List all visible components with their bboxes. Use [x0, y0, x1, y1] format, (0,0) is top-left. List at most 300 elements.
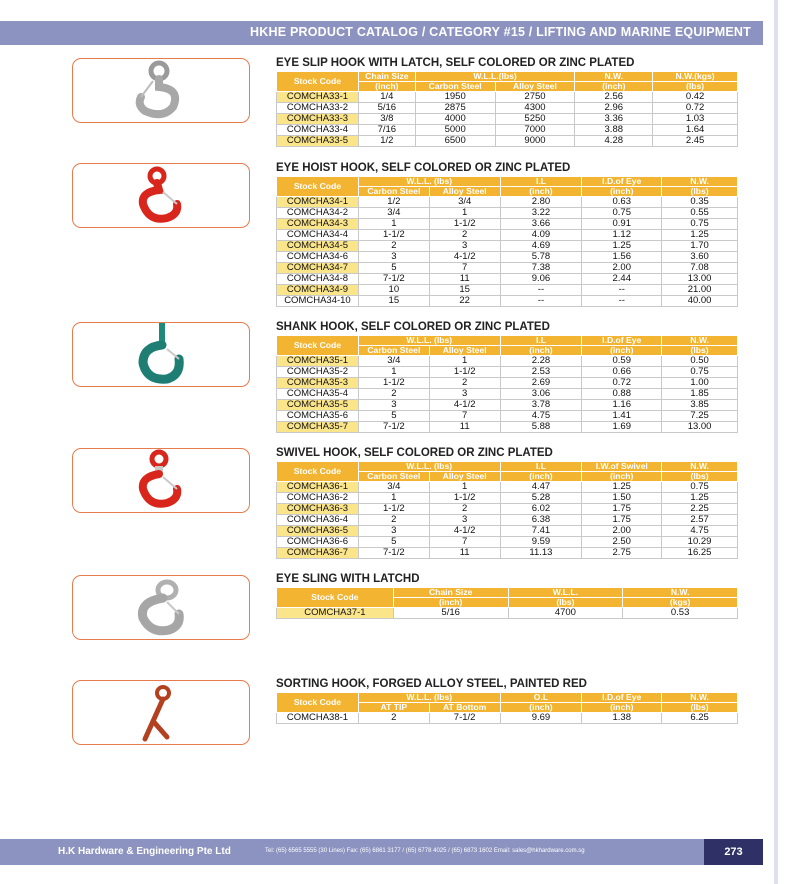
table-row	[277, 400, 738, 411]
table-cell: 2.80	[500, 197, 582, 208]
table-cell: 2	[358, 241, 429, 252]
table-row	[277, 526, 738, 537]
table-cell: 4.28	[575, 136, 653, 147]
header-carbon-steel: Carbon Steel	[358, 187, 429, 197]
table-row	[277, 378, 738, 389]
footer-contact: Tel: (65) 6565 5555 (30 Lines) Fax: (65) 6861 3177 / (65) 6778 4025 / (65) 6873 1602 Email: sales@hkhardware.com.sg	[265, 848, 585, 854]
table-row	[277, 367, 738, 378]
table-cell: 7.38	[500, 263, 582, 274]
shank-hook-image	[72, 322, 250, 387]
table-cell: 5	[358, 263, 429, 274]
stock-code-cell: COMCHA35-4	[277, 389, 359, 400]
header-stock-code: Stock Code	[277, 336, 359, 356]
table-cell: 7-1/2	[358, 422, 429, 433]
table-cell: 1.75	[582, 515, 662, 526]
table-cell: 3/4	[358, 482, 429, 493]
table-cell: 10.29	[662, 537, 738, 548]
table-cell: 4.47	[500, 482, 582, 493]
eye-hoist-hook-icon	[123, 164, 203, 227]
table-cell: 7-1/2	[358, 274, 429, 285]
table-cell: 5.88	[500, 422, 582, 433]
stock-code-cell: COMCHA36-3	[277, 504, 359, 515]
table-cell: 0.75	[662, 482, 738, 493]
section-title: EYE SLING WITH LATCHD	[276, 573, 420, 585]
stock-code-cell: COMCHA36-5	[277, 526, 359, 537]
table-cell: 3.60	[662, 252, 738, 263]
section-title: EYE HOIST HOOK, SELF COLORED OR ZINC PLATED	[276, 162, 571, 174]
section-shank-hook	[276, 321, 738, 433]
spec-table	[276, 176, 738, 307]
table-cell: 1.25	[582, 482, 662, 493]
header-unit: (inch)	[575, 82, 653, 92]
table-row	[277, 274, 738, 285]
stock-code-cell: COMCHA34-8	[277, 274, 359, 285]
table-row	[277, 504, 738, 515]
table-cell: 3	[429, 515, 500, 526]
table-cell: 1	[429, 356, 500, 367]
table-cell: 1.12	[582, 230, 662, 241]
table-cell: 5	[358, 537, 429, 548]
table-cell: 2.50	[582, 537, 662, 548]
header-il: I.L	[500, 462, 582, 472]
table-cell: 7.25	[662, 411, 738, 422]
stock-code-cell: COMCHA34-9	[277, 285, 359, 296]
header-unit: (inch)	[500, 472, 582, 482]
table-cell: 2.28	[500, 356, 582, 367]
table-cell: 3.85	[662, 400, 738, 411]
stock-code-cell: COMCHA33-4	[277, 125, 359, 136]
header-ol: O.L	[500, 693, 582, 703]
table-cell: 1	[358, 219, 429, 230]
table-cell: 9.59	[500, 537, 582, 548]
table-cell: 2.44	[582, 274, 662, 285]
table-cell: 0.72	[653, 103, 738, 114]
table-cell: 6.02	[500, 504, 582, 515]
table-cell: 2.75	[582, 548, 662, 559]
table-cell: 1.85	[662, 389, 738, 400]
table-cell: 3.66	[500, 219, 582, 230]
table-row	[277, 411, 738, 422]
table-cell: 9000	[495, 136, 575, 147]
table-row	[277, 252, 738, 263]
table-cell: 1.25	[662, 493, 738, 504]
table-cell: 1-1/2	[429, 367, 500, 378]
header-iw-swivel: I.W.of Swivel	[582, 462, 662, 472]
table-cell: 3	[429, 241, 500, 252]
header-nw: N.W.	[623, 588, 738, 598]
stock-code-cell: COMCHA35-6	[277, 411, 359, 422]
table-cell: 2.25	[662, 504, 738, 515]
table-cell: 1	[429, 208, 500, 219]
stock-code-cell: COMCHA36-1	[277, 482, 359, 493]
table-cell: 5250	[495, 114, 575, 125]
table-cell: 5000	[415, 125, 495, 136]
catalog-title: HKHE PRODUCT CATALOG / CATEGORY #15 / LIFTING AND MARINE EQUIPMENT	[250, 25, 751, 39]
stock-code-cell: COMCHA34-5	[277, 241, 359, 252]
table-cell: 13.00	[662, 274, 738, 285]
stock-code-cell: COMCHA34-2	[277, 208, 359, 219]
table-cell: 0.55	[662, 208, 738, 219]
header-id-eye: I.D.of Eye	[582, 177, 662, 187]
table-cell: 2.53	[500, 367, 582, 378]
table-cell: 2.45	[653, 136, 738, 147]
header-at-tip: AT TIP	[358, 703, 429, 713]
table-cell: 1.25	[662, 230, 738, 241]
table-cell: 7	[429, 411, 500, 422]
stock-code-cell: COMCHA35-1	[277, 356, 359, 367]
table-cell: 1-1/2	[358, 504, 429, 515]
table-cell: 7.41	[500, 526, 582, 537]
stock-code-cell: COMCHA33-1	[277, 92, 359, 103]
stock-code-cell: COMCHA34-6	[277, 252, 359, 263]
table-cell: 7	[429, 263, 500, 274]
table-cell: 0.75	[662, 219, 738, 230]
table-cell: 0.59	[582, 356, 662, 367]
table-cell: 2	[429, 230, 500, 241]
table-cell: 1-1/2	[358, 378, 429, 389]
header-chain-size: Chain Size	[393, 588, 508, 598]
sorting-hook-icon	[123, 681, 203, 744]
table-cell: 0.42	[653, 92, 738, 103]
spec-table	[276, 335, 738, 433]
table-cell: 2	[358, 713, 429, 724]
header-nw: N.W.	[575, 72, 653, 82]
table-row	[277, 356, 738, 367]
table-cell: 1/2	[358, 136, 415, 147]
header-nw: N.W.	[662, 693, 738, 703]
header-il: I.L	[500, 177, 582, 187]
table-cell: 3/4	[358, 356, 429, 367]
header-carbon-steel: Carbon Steel	[358, 346, 429, 356]
table-cell: 5/16	[393, 608, 508, 619]
table-cell: 3.06	[500, 389, 582, 400]
header-nw: N.W.	[662, 177, 738, 187]
header-unit: (lbs)	[662, 703, 738, 713]
table-row	[277, 125, 738, 136]
table-row	[277, 515, 738, 526]
header-unit: (inch)	[582, 187, 662, 197]
table-cell: 0.53	[623, 608, 738, 619]
table-row	[277, 608, 738, 619]
table-row	[277, 230, 738, 241]
eye-hoist-hook-image	[72, 163, 250, 228]
table-row	[277, 548, 738, 559]
table-cell: 1.64	[653, 125, 738, 136]
section-title: EYE SLIP HOOK WITH LATCH, SELF COLORED OR ZINC PLATED	[276, 57, 635, 69]
stock-code-cell: COMCHA34-4	[277, 230, 359, 241]
table-cell: 1.41	[582, 411, 662, 422]
table-cell: --	[500, 296, 582, 307]
stock-code-cell: COMCHA35-5	[277, 400, 359, 411]
table-cell: 11	[429, 422, 500, 433]
header-unit: (lbs)	[653, 82, 738, 92]
header-id-eye: I.D.of Eye	[582, 693, 662, 703]
table-cell: 7/16	[358, 125, 415, 136]
table-cell: 1/4	[358, 92, 415, 103]
table-row	[277, 285, 738, 296]
table-cell: 4-1/2	[429, 526, 500, 537]
table-cell: 0.66	[582, 367, 662, 378]
table-cell: 11	[429, 274, 500, 285]
table-cell: 1.56	[582, 252, 662, 263]
swivel-hook-icon	[123, 449, 203, 512]
table-cell: 1.50	[582, 493, 662, 504]
table-row	[277, 92, 738, 103]
table-cell: 4.09	[500, 230, 582, 241]
table-cell: 40.00	[662, 296, 738, 307]
table-cell: 5.28	[500, 493, 582, 504]
eye-sling-hook-icon	[123, 576, 203, 639]
catalog-header	[0, 21, 763, 45]
stock-code-cell: COMCHA37-1	[277, 608, 394, 619]
header-nw-kgs: N.W.(kgs)	[653, 72, 738, 82]
table-cell: 9.06	[500, 274, 582, 285]
table-cell: 3.88	[575, 125, 653, 136]
table-cell: 6.38	[500, 515, 582, 526]
stock-code-cell: COMCHA34-7	[277, 263, 359, 274]
table-cell: 4-1/2	[429, 252, 500, 263]
table-row	[277, 103, 738, 114]
header-wll: W.L.L. (lbs)	[358, 177, 500, 187]
eye-slip-hook-image	[72, 58, 250, 123]
table-cell: 11.13	[500, 548, 582, 559]
header-unit: (lbs)	[662, 346, 738, 356]
spec-table	[276, 461, 738, 559]
table-cell: 2	[358, 515, 429, 526]
table-cell: 7-1/2	[429, 713, 500, 724]
table-cell: 3.36	[575, 114, 653, 125]
stock-code-cell: COMCHA34-1	[277, 197, 359, 208]
stock-code-cell: COMCHA36-2	[277, 493, 359, 504]
table-cell: 1.03	[653, 114, 738, 125]
page-footer	[0, 839, 763, 865]
table-row	[277, 241, 738, 252]
table-cell: 21.00	[662, 285, 738, 296]
header-wll: W.L.L. (lbs)	[358, 693, 500, 703]
table-row	[277, 263, 738, 274]
table-cell: 4300	[495, 103, 575, 114]
header-carbon-steel: Carbon Steel	[358, 472, 429, 482]
header-alloy-steel: Alloy Steel	[429, 346, 500, 356]
section-eye-slip-hook	[276, 57, 738, 147]
table-row	[277, 208, 738, 219]
section-eye-sling	[276, 573, 738, 619]
header-stock-code: Stock Code	[277, 588, 394, 608]
section-title: SORTING HOOK, FORGED ALLOY STEEL, PAINTED RED	[276, 678, 587, 690]
header-alloy-steel: Alloy Steel	[429, 472, 500, 482]
header-stock-code: Stock Code	[277, 177, 359, 197]
header-at-bottom: AT Bottom	[429, 703, 500, 713]
table-cell: 15	[429, 285, 500, 296]
table-cell: 4.75	[500, 411, 582, 422]
header-unit: (lbs)	[662, 472, 738, 482]
table-cell: 3/4	[358, 208, 429, 219]
table-cell: 2	[429, 378, 500, 389]
table-cell: 1	[358, 493, 429, 504]
table-cell: 13.00	[662, 422, 738, 433]
table-cell: 2.00	[582, 526, 662, 537]
table-cell: 1	[429, 482, 500, 493]
table-cell: 1.25	[582, 241, 662, 252]
spec-table	[276, 692, 738, 724]
eye-sling-hook-image	[72, 575, 250, 640]
eye-slip-hook-icon	[123, 59, 203, 122]
table-cell: 0.91	[582, 219, 662, 230]
table-cell: 10	[358, 285, 429, 296]
header-stock-code: Stock Code	[277, 72, 359, 92]
table-cell: 7000	[495, 125, 575, 136]
table-cell: 22	[429, 296, 500, 307]
table-cell: 1.70	[662, 241, 738, 252]
table-cell: 0.75	[662, 367, 738, 378]
section-title: SWIVEL HOOK, SELF COLORED OR ZINC PLATED	[276, 447, 553, 459]
header-unit: (inch)	[393, 598, 508, 608]
header-unit: (lbs)	[508, 598, 623, 608]
section-title: SHANK HOOK, SELF COLORED OR ZINC PLATED	[276, 321, 550, 333]
header-carbon-steel: Carbon Steel	[415, 82, 495, 92]
table-row	[277, 422, 738, 433]
stock-code-cell: COMCHA36-7	[277, 548, 359, 559]
section-sorting-hook	[276, 678, 738, 724]
table-row	[277, 713, 738, 724]
table-cell: 1.75	[582, 504, 662, 515]
table-cell: 1.00	[662, 378, 738, 389]
shank-hook-icon	[123, 323, 203, 386]
table-cell: 9.69	[500, 713, 582, 724]
table-cell: 2.00	[582, 263, 662, 274]
table-cell: 2.69	[500, 378, 582, 389]
header-unit: (inch)	[582, 703, 662, 713]
table-cell: --	[582, 296, 662, 307]
header-wll: W.L.L. (lbs)	[358, 462, 500, 472]
header-id-eye: I.D.of Eye	[582, 336, 662, 346]
table-row	[277, 197, 738, 208]
header-nw: N.W.	[662, 462, 738, 472]
right-edge-stripe	[774, 0, 778, 884]
swivel-hook-image	[72, 448, 250, 513]
stock-code-cell: COMCHA35-2	[277, 367, 359, 378]
table-cell: 1	[358, 367, 429, 378]
table-cell: 16.25	[662, 548, 738, 559]
table-cell: 0.88	[582, 389, 662, 400]
table-cell: 1.16	[582, 400, 662, 411]
table-cell: 11	[429, 548, 500, 559]
table-cell: 4000	[415, 114, 495, 125]
stock-code-cell: COMCHA38-1	[277, 713, 359, 724]
section-swivel-hook	[276, 447, 738, 559]
header-stock-code: Stock Code	[277, 462, 359, 482]
header-alloy-steel: Alloy Steel	[429, 187, 500, 197]
table-cell: 7-1/2	[358, 548, 429, 559]
table-cell: 5.78	[500, 252, 582, 263]
spec-table	[276, 587, 738, 619]
sorting-hook-image	[72, 680, 250, 745]
table-cell: 1950	[415, 92, 495, 103]
header-wll: W.L.L.	[508, 588, 623, 598]
spec-table	[276, 71, 738, 147]
table-cell: 2.96	[575, 103, 653, 114]
table-cell: 4.75	[662, 526, 738, 537]
header-unit: (inch)	[500, 187, 582, 197]
table-cell: 3	[358, 252, 429, 263]
table-cell: 1/2	[358, 197, 429, 208]
header-chain-size: Chain Size	[358, 72, 415, 82]
table-cell: 0.75	[582, 208, 662, 219]
stock-code-cell: COMCHA33-5	[277, 136, 359, 147]
table-cell: 2	[429, 504, 500, 515]
table-cell: 2	[358, 389, 429, 400]
table-cell: 1-1/2	[429, 493, 500, 504]
header-wll: W.L.L.(lbs)	[415, 72, 575, 82]
table-cell: 0.35	[662, 197, 738, 208]
table-cell: 1-1/2	[429, 219, 500, 230]
header-unit: (inch)	[582, 472, 662, 482]
header-unit: (inch)	[582, 346, 662, 356]
table-cell: 2.57	[662, 515, 738, 526]
table-cell: --	[582, 285, 662, 296]
page-number: 273	[704, 839, 763, 865]
table-row	[277, 389, 738, 400]
header-wll: W.L.L. (lbs)	[358, 336, 500, 346]
header-stock-code: Stock Code	[277, 693, 359, 713]
stock-code-cell: COMCHA35-3	[277, 378, 359, 389]
table-cell: 3.78	[500, 400, 582, 411]
header-unit: (inch)	[358, 82, 415, 92]
table-row	[277, 537, 738, 548]
table-cell: 1-1/2	[358, 230, 429, 241]
stock-code-cell: COMCHA33-2	[277, 103, 359, 114]
table-cell: 0.72	[582, 378, 662, 389]
table-cell: 3/8	[358, 114, 415, 125]
table-cell: 5	[358, 411, 429, 422]
header-alloy-steel: Alloy Steel	[495, 82, 575, 92]
table-cell: 4-1/2	[429, 400, 500, 411]
table-row	[277, 482, 738, 493]
stock-code-cell: COMCHA35-7	[277, 422, 359, 433]
stock-code-cell: COMCHA36-6	[277, 537, 359, 548]
header-unit: (inch)	[500, 346, 582, 356]
header-il: I.L	[500, 336, 582, 346]
table-cell: 4700	[508, 608, 623, 619]
table-cell: 1.38	[582, 713, 662, 724]
header-unit: (inch)	[500, 703, 582, 713]
table-cell: 5/16	[358, 103, 415, 114]
table-cell: 3	[358, 400, 429, 411]
table-cell: --	[500, 285, 582, 296]
table-cell: 7	[429, 537, 500, 548]
table-cell: 2750	[495, 92, 575, 103]
table-cell: 3	[358, 526, 429, 537]
table-cell: 6.25	[662, 713, 738, 724]
table-cell: 0.50	[662, 356, 738, 367]
table-cell: 6500	[415, 136, 495, 147]
table-cell: 2875	[415, 103, 495, 114]
table-cell: 7.08	[662, 263, 738, 274]
table-cell: 3/4	[429, 197, 500, 208]
header-nw: N.W.	[662, 336, 738, 346]
footer-company: H.K Hardware & Engineering Pte Ltd	[58, 846, 231, 857]
table-cell: 1.69	[582, 422, 662, 433]
table-cell: 3.22	[500, 208, 582, 219]
table-cell: 4.69	[500, 241, 582, 252]
header-unit: (kgs)	[623, 598, 738, 608]
table-row	[277, 296, 738, 307]
table-cell: 2.56	[575, 92, 653, 103]
section-eye-hoist-hook	[276, 162, 738, 307]
stock-code-cell: COMCHA34-3	[277, 219, 359, 230]
table-cell: 15	[358, 296, 429, 307]
stock-code-cell: COMCHA33-3	[277, 114, 359, 125]
